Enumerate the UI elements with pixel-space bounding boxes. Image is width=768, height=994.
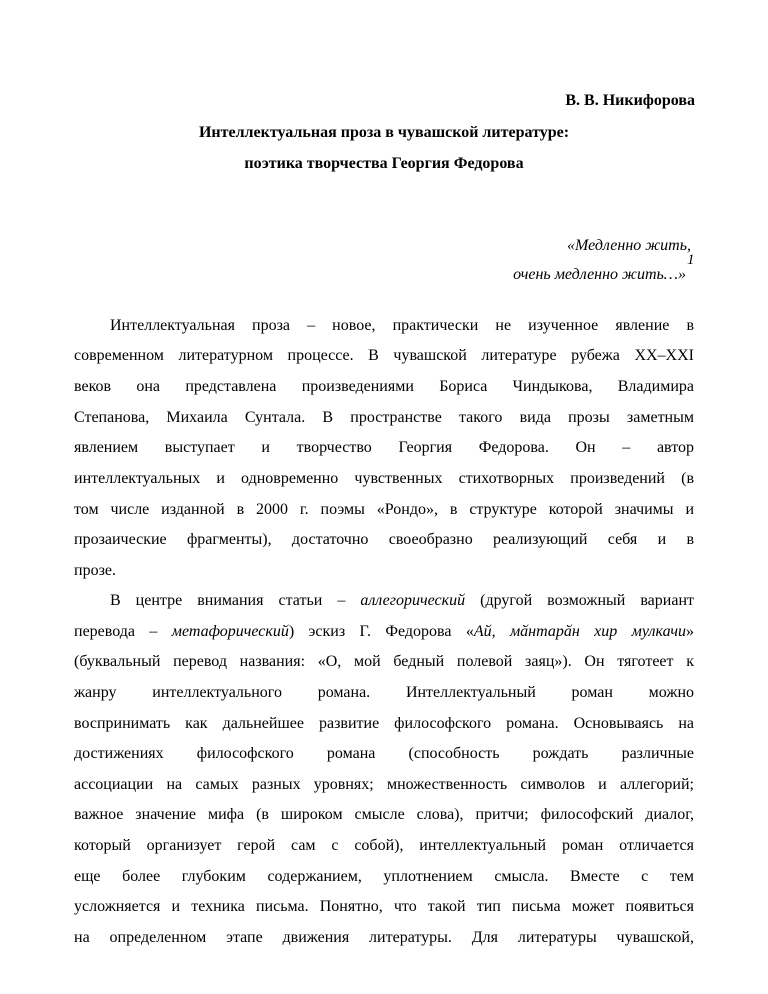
paragraph-line: веков она представлена произведениями Бориса Чиндыкова, Владимира (74, 378, 694, 395)
paragraph-line: на определенном этапе движения литературы. Для литературы чувашской, (74, 929, 694, 946)
author-name: В. В. Никифорова (565, 92, 695, 109)
paragraph-line: еще более глубоким содержанием, уплотнением смысла. Вместе с тем (74, 868, 694, 885)
paragraph-line: интеллектуальных и одновременно чувственных стихотворных произведений (в (74, 470, 694, 487)
paragraph-line: современном литературном процессе. В чувашской литературе рубежа XX–XXI (74, 347, 694, 364)
paragraph-line: достижениях философского романа (способность рождать различные (74, 745, 694, 762)
paragraph-line: который организует герой сам с собой), интеллектуальный роман отличается (74, 837, 694, 854)
title-line-1: Интеллектуальная проза в чувашской литературе: (198, 124, 570, 141)
title-line-2: поэтика творчества Георгия Федорова (244, 155, 524, 172)
paragraph-line: прозе. (74, 562, 116, 579)
paragraph-line: том числе изданной в 2000 г. поэмы «Рондо», в структуре которой значимы и (74, 501, 694, 518)
paragraph-line: ассоциации на самых разных уровнях; множественность символов и аллегорий; (74, 776, 694, 793)
text-run: ) эскиз Г. Федорова « (288, 623, 474, 640)
paragraph-line: жанру интеллектуального романа. Интеллектуальный роман можно (74, 684, 694, 701)
paragraph-line: важное значение мифа (в широком смысле слова), притчи; философский диалог, (74, 806, 694, 823)
text-run: (другой возможный вариант (465, 592, 695, 609)
paragraph-line: усложняется и техника письма. Понятно, что такой тип письма может появиться (74, 898, 694, 915)
text-run: » (686, 623, 695, 640)
paragraph-line: воспринимать как дальнейшее развитие философского романа. Основываясь на (74, 715, 694, 732)
italic-term: метафорический (171, 623, 289, 640)
footnote-mark: 1 (687, 252, 695, 268)
paragraph-line (74, 622, 694, 642)
paragraph-line: прозаические фрагменты), достаточно своеобразно реализующий себя и в (74, 531, 694, 548)
paragraph-line: (буквальный перевод названия: «О, мой бедный полевой заяц»). Он тяготеет к (74, 653, 694, 670)
epigraph-line-1: «Медленно жить, (567, 237, 691, 254)
epigraph-line-2: очень медленно жить…» (513, 266, 686, 283)
paragraph-line: Интеллектуальная проза – новое, практически не изученное явление в (110, 317, 694, 334)
paragraph-line: Степанова, Михаила Сунтала. В пространстве такого вида прозы заметным (74, 409, 694, 426)
paragraph-line: явлением выступает и творчество Георгия Федорова. Он – автор (74, 439, 694, 456)
paragraph-line (110, 591, 694, 611)
italic-term: аллегорический (360, 592, 466, 609)
italic-title: Ай, мӑнтарӑн хир мулкачи (473, 623, 687, 640)
text-run: перевода – (74, 623, 172, 640)
text-run: В центре внимания статьи – (110, 592, 361, 609)
